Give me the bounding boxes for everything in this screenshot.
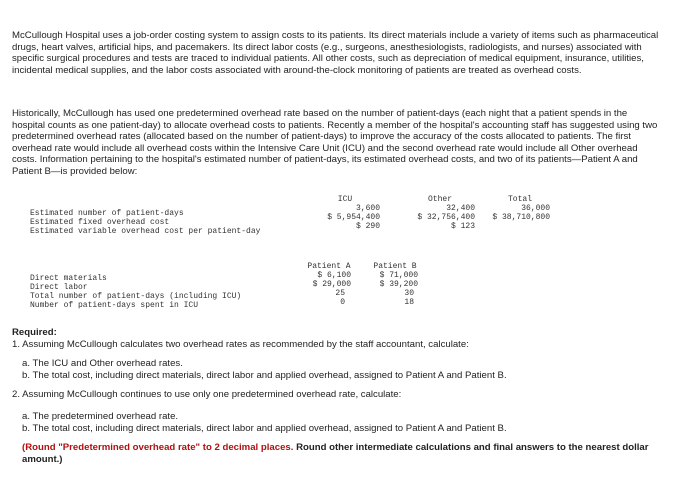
required-section <box>12 327 672 465</box>
row-label: Estimated fixed overhead cost <box>30 218 170 227</box>
question-1b: b. The total cost, including direct materials, direct labor and applied overhead, assigned to Patient A and Patient B. <box>22 369 507 381</box>
cell-value: 3,600 <box>355 204 380 213</box>
required-heading: Required: <box>12 327 57 338</box>
rounding-note-rest: Round other intermediate calculations and final answers to the nearest dollar amount.) <box>22 442 649 465</box>
question-1a: a. The ICU and Other overhead rates. <box>22 358 183 370</box>
rounding-note-highlight: (Round "Predetermined overhead rate" to 2 decimal places. <box>22 442 294 454</box>
header-patient-a: Patient A <box>307 262 351 271</box>
question-2: 2. Assuming McCullough continues to use only one predetermined overhead rate, calculate: <box>12 389 402 401</box>
cell-value: 36,000 <box>521 204 550 213</box>
cell-value: $ 5,954,400 <box>327 213 380 222</box>
header-patient-b: Patient B <box>373 262 417 271</box>
row-label: Number of patient-days spent in ICU <box>30 301 199 310</box>
question-1: 1. Assuming McCullough calculates two overhead rates as recommended by the staff accountant, calculate: <box>12 338 469 350</box>
intro-paragraph-2: Historically, McCullough has used one predetermined overhead rate based on the number of patient-days (each night that a patient spends in the hospital counts as one patient-day) to allocate overhead costs to patients. Recently a member of the hospital's accounting staff has suggested using two predetermined overhead rates (allocated based on the number of patient-days) to improve the accuracy of the costs allocated to patients. The first overhead rate would include all overhead costs within the Intensive Care Unit (ICU) and the second overhead rate would include all Other overhead costs. Information pertaining to the hospital's estimated number of patient-days, its estimated overhead costs, and two of its patients—Patient A and Patient B—is provided below: <box>12 108 658 177</box>
row-label: Estimated number of patient-days <box>30 209 184 218</box>
row-label: Direct materials <box>30 274 107 283</box>
cell-value: 25 <box>335 289 345 298</box>
intro-paragraph-1: McCullough Hospital uses a job-order costing system to assign costs to its patients. Its direct materials include a variety of items such as pharmaceutical drugs, heart valves, artificial hips, and pacemakers. Its direct labor costs (e.g., surgeons, anesthesiologists, radiologists, and nurses) associated with specific surgical procedures and tests are traced to individual patients. All other costs, such as depreciation of medical equipment, insurance, utilities, incidental medical supplies, and the labor costs associated with around-the-clock monitoring of patients are treated as overhead costs. <box>12 30 659 76</box>
row-label: Direct labor <box>30 283 88 292</box>
cell-value: $ 32,756,400 <box>417 213 475 222</box>
cell-value: $ 71,000 <box>379 271 418 280</box>
cell-value: 18 <box>404 298 414 307</box>
header-total: Total <box>507 195 532 204</box>
header-other: Other <box>427 195 452 204</box>
cell-value: 0 <box>340 298 345 307</box>
question-2a: a. The predetermined overhead rate. <box>22 410 179 422</box>
cell-value: 30 <box>404 289 414 298</box>
cell-value: $ 123 <box>450 222 475 231</box>
cell-value: $ 29,000 <box>312 280 351 289</box>
header-icu: ICU <box>337 195 353 204</box>
cell-value: $ 39,200 <box>379 280 418 289</box>
row-label: Total number of patient-days (including ICU) <box>30 292 242 301</box>
question-2b: b. The total cost, including direct materials, direct labor and applied overhead, assigned to Patient A and Patient B. <box>22 422 507 434</box>
cell-value: $ 38,710,800 <box>492 213 550 222</box>
cell-value: $ 6,100 <box>317 271 351 280</box>
cell-value: 32,400 <box>446 204 475 213</box>
rounding-note <box>12 442 672 465</box>
row-label: Estimated variable overhead cost per patient-day <box>30 227 261 236</box>
cell-value: $ 290 <box>355 222 380 231</box>
